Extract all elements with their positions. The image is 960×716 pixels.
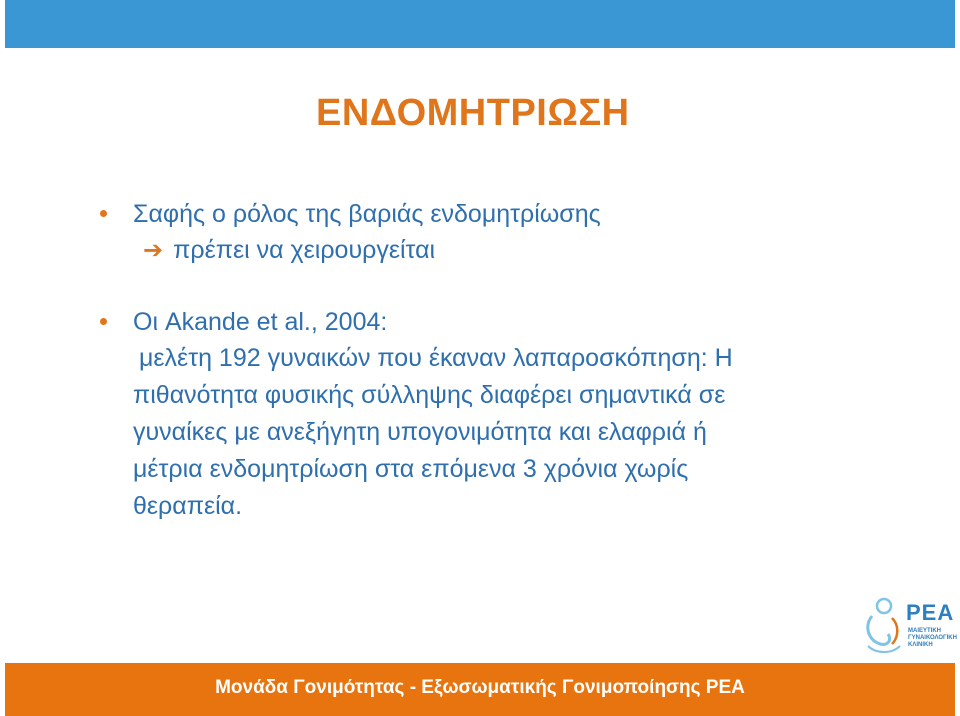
bullet-item-1 — [100, 196, 840, 268]
top-header-bar — [5, 0, 955, 48]
bullet-item-2 — [100, 304, 840, 525]
bullet-1-arrow-text: πρέπει να χειρουργείται — [173, 236, 436, 264]
bullet-2-paragraph — [133, 340, 840, 525]
slide-title: ΕΝΔΟΜΗΤΡΙΩΣΗ — [316, 92, 630, 134]
footer-text: Μονάδα Γονιμότητας - Εξωσωματικής Γονιμοποίησης ΡΕΑ — [215, 677, 745, 698]
bullet-2-line-2: μελέτη 192 γυναικών που έκαναν λαπαροσκόπηση: Η — [139, 344, 733, 372]
bullet-2-line-1: Οι Akande et al., 2004: — [133, 308, 388, 336]
bullet-1-line-1: Σαφής ο ρόλος της βαριάς ενδομητρίωσης — [133, 200, 601, 228]
right-arrow-icon: ➔ — [143, 236, 164, 264]
footer-bar — [5, 663, 955, 716]
bullet-2-line-3: πιθανότητα φυσικής σύλληψης διαφέρει σημαντικά σε — [133, 381, 726, 409]
mother-child-icon — [862, 596, 906, 658]
bullet-2-line-6: θεραπεία. — [133, 492, 243, 520]
slide-content — [100, 196, 840, 525]
bullet-dot-icon — [100, 210, 107, 217]
rea-clinic-logo — [862, 596, 960, 658]
bullet-2-line-4: γυναίκες με ανεξήγητη υπογονιμότητα και ελαφριά ή — [133, 418, 707, 446]
logo-name: ΡΕΑ — [906, 600, 955, 625]
logo-subtitle: ΜΑΙΕΥΤΙΚΗ ΓΥΝΑΙΚΟΛΟΓΙΚΗ ΚΛΙΝΙΚΗ — [908, 628, 957, 648]
bullet-2-line-5: μέτρια ενδομητρίωση στα επόμενα 3 χρόνια χωρίς — [133, 455, 689, 483]
bullet-1-line-2 — [133, 232, 840, 268]
bullet-dot-icon — [100, 318, 107, 325]
